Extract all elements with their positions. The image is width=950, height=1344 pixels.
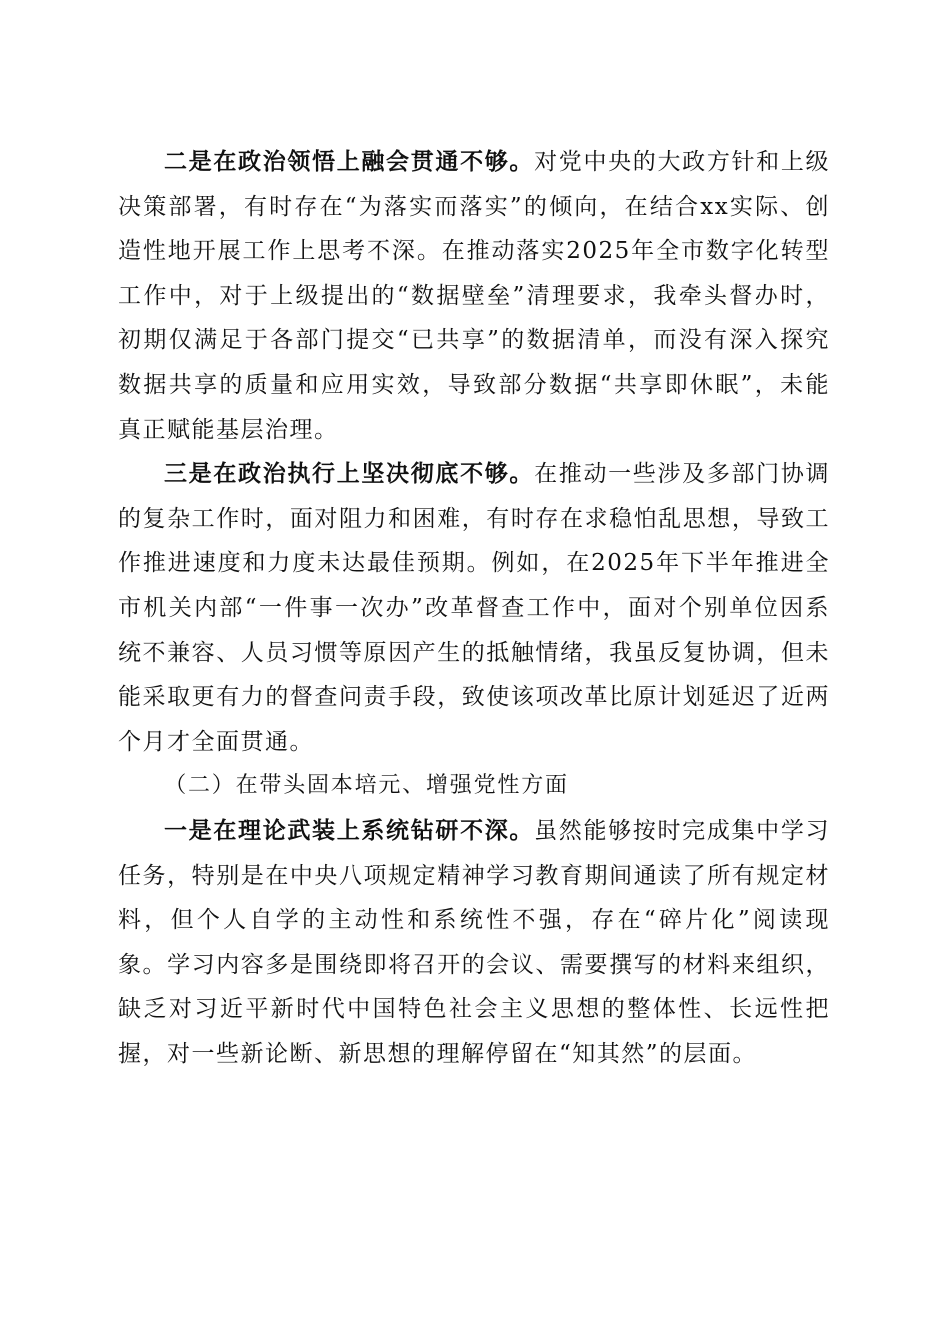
paragraph-text: 在推动一些涉及多部门协调的复杂工作时，面对阻力和困难，有时存在求稳怕乱思想，导致工作推进速度和力度未达最佳预期。例如，在2025年下半年推进全市机关内部“一件事一次办”改革督查工作中，面对个别单位因系统不兼容、人员习惯等原因产生的抵触情绪，我虽反复协调，但未能采取更有力的督查问责手段，致使该项改革比原计划延迟了近两个月才全面贯通。 <box>118 461 831 755</box>
section-heading: （二）在带头固本培元、增强党性方面 <box>164 773 569 799</box>
paragraph-political-execution <box>118 452 830 764</box>
paragraph-lead: 一是在理论武装上系统钻研不深。 <box>164 816 535 844</box>
paragraph-political-comprehension <box>118 140 830 452</box>
paragraph-text: 对党中央的大政方针和上级决策部署，有时存在“为落实而落实”的倾向，在结合xx实际、创造性地开展工作上思考不深。在推动落实2025年全市数字化转型工作中，对于上级提出的“数据壁垒”清理要求，我牵头督办时，初期仅满足于各部门提交“已共享”的数据清单，而没有深入探究数据共享的质量和应用实效，导致部分数据“共享即休眠”，未能真正赋能基层治理。 <box>118 149 831 443</box>
paragraph-text: 虽然能够按时完成集中学习任务，特别是在中央八项规定精神学习教育期间通读了所有规定材料，但个人自学的主动性和系统性不强，存在“碎片化”阅读现象。学习内容多是围绕即将召开的会议、需要撰写的材料来组织，缺乏对习近平新时代中国特色社会主义思想的整体性、长远性把握，对一些新论断、新思想的理解停留在“知其然”的层面。 <box>118 817 831 1067</box>
paragraph-lead: 三是在政治执行上坚决彻底不够。 <box>164 460 535 488</box>
paragraph-lead: 二是在政治领悟上融会贯通不够。 <box>164 148 535 175</box>
paragraph-theoretical-study <box>118 809 830 1077</box>
document-body <box>118 140 830 1076</box>
